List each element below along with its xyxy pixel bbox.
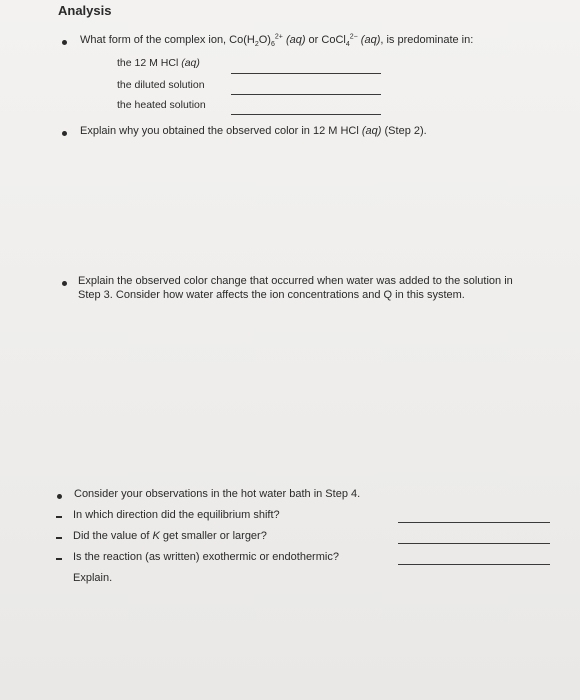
question-3-line2: Step 3. Consider how water affects the ion concentrations and Q in this system. bbox=[78, 289, 465, 301]
section-title: Analysis bbox=[58, 3, 112, 18]
q1-item-diluted: the diluted solution bbox=[117, 79, 205, 91]
answer-blank-k[interactable] bbox=[398, 543, 550, 544]
question-4-explain: Explain. bbox=[73, 572, 113, 584]
q1-sub3: 4 bbox=[345, 41, 350, 49]
bullet-q4 bbox=[57, 494, 62, 499]
answer-blank-diluted[interactable] bbox=[231, 94, 381, 95]
q1-sup2: 2− bbox=[349, 33, 358, 41]
q1-mid2: or CoCl bbox=[305, 34, 346, 46]
q1-mid1: O) bbox=[258, 34, 271, 46]
dash-item2 bbox=[56, 537, 62, 539]
q1-item-hcl: the 12 M HCl (aq) bbox=[117, 57, 200, 69]
dash-item3 bbox=[56, 558, 62, 560]
q1-aq1: (aq) bbox=[285, 34, 306, 46]
bullet-q1 bbox=[62, 40, 67, 45]
question-4-intro: Consider your observations in the hot water bath in Step 4. bbox=[74, 488, 361, 500]
question-3-line1: Explain the observed color change that occurred when water was added to the solution in bbox=[78, 275, 513, 287]
q1-prefix: What form of the complex ion, Co(H bbox=[80, 34, 255, 46]
question-4-item3: Is the reaction (as written) exothermic or endothermic? bbox=[73, 551, 339, 563]
q1-sub2: 6 bbox=[270, 41, 275, 49]
answer-blank-heated[interactable] bbox=[231, 114, 381, 115]
question-1 bbox=[80, 33, 474, 49]
q1-suffix: , is predominate in: bbox=[380, 34, 474, 46]
q1-sup1: 2+ bbox=[274, 33, 283, 41]
question-4-item2: Did the value of K get smaller or larger? bbox=[73, 530, 267, 542]
answer-blank-thermo[interactable] bbox=[398, 564, 550, 565]
q1-item-heated: the heated solution bbox=[117, 99, 206, 111]
q1-sub1: 2 bbox=[254, 41, 259, 49]
q1-aq2: (aq) bbox=[360, 34, 381, 46]
bullet-q3 bbox=[62, 281, 67, 286]
dash-item1 bbox=[56, 516, 62, 518]
answer-blank-hcl[interactable] bbox=[231, 73, 381, 74]
question-2: Explain why you obtained the observed color in 12 M HCl (aq) (Step 2). bbox=[80, 125, 427, 137]
bullet-q2 bbox=[62, 131, 67, 136]
answer-blank-direction[interactable] bbox=[398, 522, 550, 523]
question-4-item1: In which direction did the equilibrium shift? bbox=[73, 509, 280, 521]
